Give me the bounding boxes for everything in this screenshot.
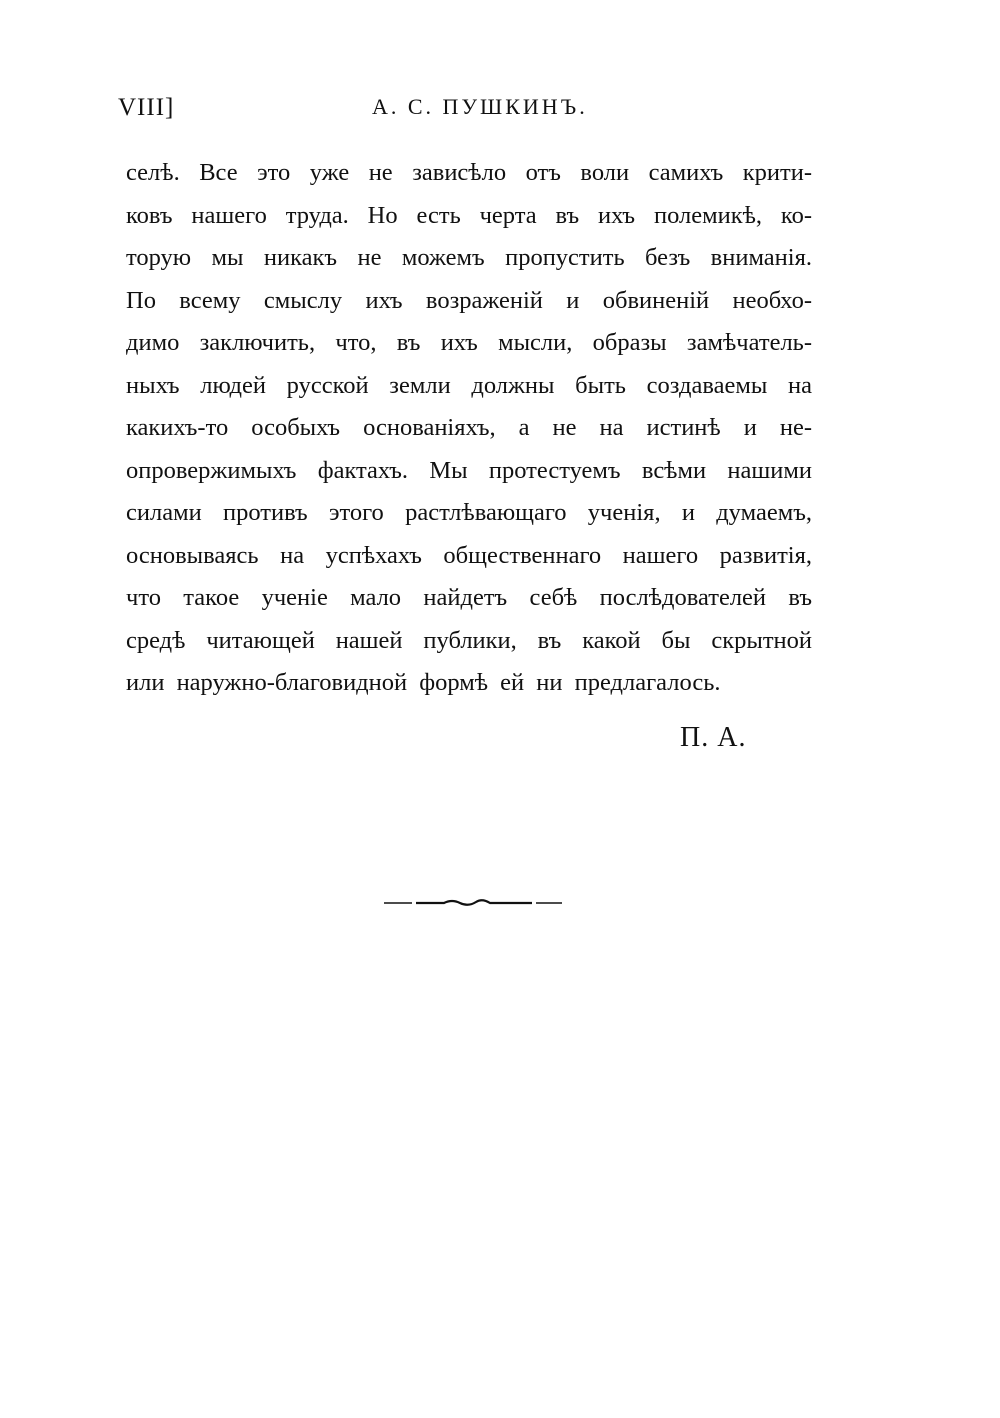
end-ornament-rule [382, 895, 564, 911]
text-line: ныхъ людей русской земли должны быть создаваемы на [126, 371, 812, 399]
text-line: средѣ читающей нашей публики, въ какой бы скрытной [126, 626, 812, 654]
text-line: или наружно-благовидной формѣ ей ни предлагалось. [126, 669, 721, 696]
text-line: димо заключить, что, въ ихъ мысли, образы замѣчатель- [126, 329, 812, 356]
text-line: основываясь на успѣхахъ общественнаго нашего развитія, [126, 541, 812, 569]
body-text [126, 152, 812, 705]
text-line: какихъ-то особыхъ основаніяхъ, а не на истинѣ и не- [126, 414, 812, 441]
signature-initials: П. А. [680, 722, 747, 753]
text-line: ковъ нашего труда. Но есть черта въ ихъ полемикѣ, ко- [126, 201, 812, 229]
page-number: VIII] [118, 94, 175, 121]
text-line: силами противъ этого растлѣвающаго ученія, и думаемъ, [126, 499, 812, 526]
text-line: опровержимыхъ фактахъ. Мы протестуемъ всѣми нашими [126, 456, 812, 484]
text-line: По всему смыслу ихъ возраженій и обвиненій необхо- [126, 286, 812, 314]
text-line: что такое ученіе мало найдетъ себѣ послѣдователей въ [126, 584, 812, 611]
text-line: торую мы никакъ не можемъ пропустить безъ вниманія. [126, 244, 812, 271]
text-line: селѣ. Все это уже не зависѣло отъ воли самихъ крити- [126, 159, 812, 186]
running-title: А. С. ПУШКИНЪ. [372, 94, 588, 119]
